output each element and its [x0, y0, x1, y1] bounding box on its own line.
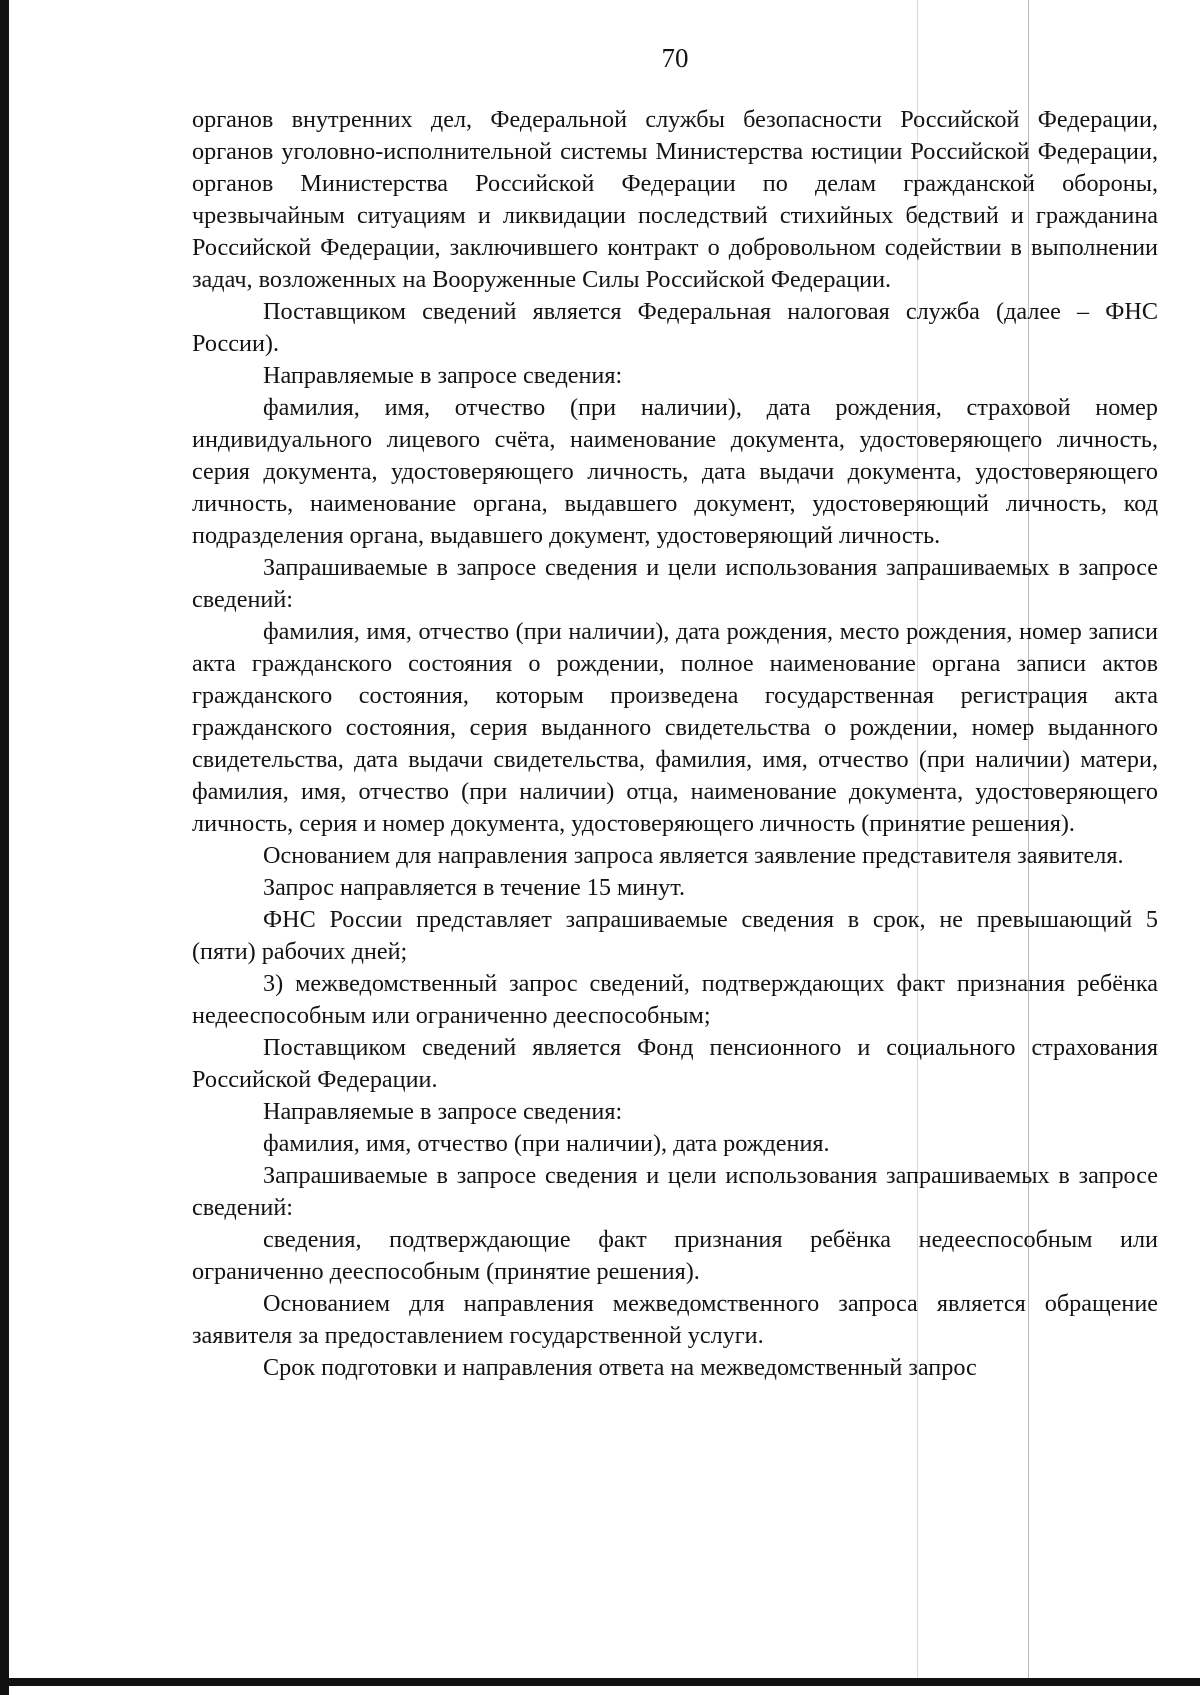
scan-border-left [0, 0, 9, 1695]
paragraph-continued: Срок подготовки и направления ответа на межведомственный запрос [263, 1354, 977, 1381]
paragraph: фамилия, имя, отчество (при наличии), дата рождения. [263, 1130, 830, 1157]
paragraph: Запрашиваемые в запросе сведения и цели использования запрашиваемых в запросе сведений: [192, 1162, 1158, 1221]
paragraph: сведения, подтверждающие факт признания ребёнка недееспособным или ограниченно дееспособным (принятие решения). [192, 1226, 1158, 1285]
paragraph: Направляемые в запросе сведения: [263, 362, 623, 389]
paragraph: Основанием для направления запроса является заявление представителя заявителя. [263, 842, 1124, 869]
paragraph: ФНС России представляет запрашиваемые сведения в срок, не превышающий 5 (пяти) рабочих дней; [192, 906, 1158, 965]
scan-border-bottom [0, 1678, 1200, 1686]
paragraph: Поставщиком сведений является Фонд пенсионного и социального страхования Российской Федерации. [192, 1034, 1158, 1093]
paragraph: фамилия, имя, отчество (при наличии), дата рождения, место рождения, номер записи акта гражданского состояния о рождении, полное наименование органа записи актов гражданского состояния, которым произведена государственная регистрация акта гражданского состояния, серия выданного свидетельства о рождении, номер выданного свидетельства, дата выдачи свидетельства, фамилия, имя, отчество (при наличии) матери, фамилия, имя, отчество (при наличии) отца, наименование документа, удостоверяющего личность, серия и номер документа, удостоверяющего личность (принятие решения). [192, 618, 1158, 837]
paragraph: 3) межведомственный запрос сведений, подтверждающих факт признания ребёнка недееспособным или ограниченно дееспособным; [192, 970, 1158, 1029]
paragraph: Основанием для направления межведомственного запроса является обращение заявителя за предоставлением государственной услуги. [192, 1290, 1158, 1349]
paragraph: Запрос направляется в течение 15 минут. [263, 874, 686, 901]
paragraph: Направляемые в запросе сведения: [263, 1098, 623, 1125]
paragraph-continuation: органов внутренних дел, Федеральной службы безопасности Российской Федерации, органов уголовно-исполнительной системы Министерства юстиции Российской Федерации, органов Министерства Российской Федерации по делам гражданской обороны, чрезвычайным ситуациям и ликвидации последствий стихийных бедствий и гражданина Российской Федерации, заключившего контракт о добровольном содействии в выполнении задач, возложенных на Вооруженные Силы Российской Федерации. [192, 106, 1158, 293]
page-number: 70 [661, 43, 689, 73]
paragraph: Запрашиваемые в запросе сведения и цели использования запрашиваемых в запросе сведений: [192, 554, 1158, 613]
paragraph: фамилия, имя, отчество (при наличии), дата рождения, страховой номер индивидуального лицевого счёта, наименование документа, удостоверяющего личность, серия документа, удостоверяющего личность, дата выдачи документа, удостоверяющего личность, наименование органа, выдавшего документ, удостоверяющий личность, код подразделения органа, выдавшего документ, удостоверяющий личность. [192, 394, 1158, 549]
paragraph: Поставщиком сведений является Федеральная налоговая служба (далее – ФНС России). [192, 298, 1158, 357]
document-body [192, 104, 1158, 1384]
